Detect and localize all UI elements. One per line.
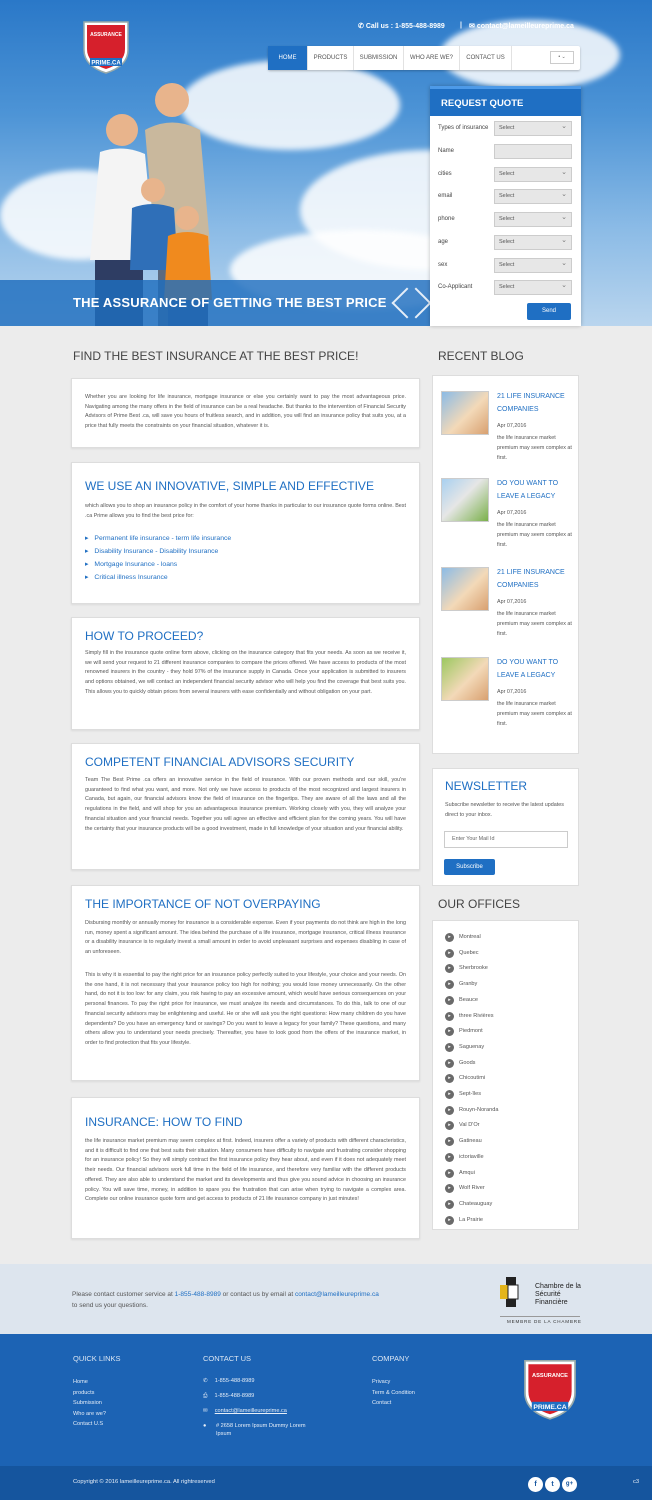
- blog-post[interactable]: [441, 567, 576, 647]
- phone-icon: ✆: [358, 23, 364, 30]
- nav-home[interactable]: HOME: [268, 46, 308, 70]
- quick-links-title: QUICK LINKS: [73, 1354, 121, 1363]
- nav-contact-us[interactable]: CONTACT US: [460, 46, 512, 70]
- how-to-find-text: the life insurance market premium may seem complex at first. Indeed, insurers offer a variety of products with different characteristics, and it is difficult to find one that best suits their situation. Many consumers have difficulty to navigate and frustrating consider shopping for an insurance policy! So they will simply contract the first insurance policy they hear about, and even if it does not adequately meet their needs. Our financial advisors work full time in the field of life insurance, and therefore very familiar with the different products offered. They are also able to understand the market and its developments and thus give you sound advice in choosing an insurance policy. You will save time, money, in addition to spare you the frustration that can arise when trying to navigate a complex area. Complete our online insurance quote form and get access to products of 21 life insurance company in just minutes!: [85, 1138, 406, 1203]
- blog-post-excerpt: the life insurance market premium may seem complex at first.: [497, 435, 572, 461]
- footer-link-terms[interactable]: Term & Condition: [372, 1389, 415, 1396]
- nav-who-are-we[interactable]: WHO ARE WE?: [404, 46, 460, 70]
- list-item[interactable]: ▸ Disability Insurance - Disability Insurance: [85, 545, 231, 558]
- office-item[interactable]: ▸ Val D'Or: [445, 1121, 480, 1130]
- nav-submission[interactable]: SUBMISSION: [354, 46, 404, 70]
- company-title: COMPANY: [372, 1354, 410, 1363]
- hero-title: THE ASSURANCE OF GETTING THE BEST PRICE: [73, 295, 387, 310]
- name-input[interactable]: [494, 144, 572, 159]
- phone-select[interactable]: Select ⌄: [494, 212, 572, 227]
- language-select[interactable]: • ⌄: [550, 51, 574, 64]
- our-offices-title: OUR OFFICES: [438, 897, 521, 911]
- sex-select[interactable]: Select ⌄: [494, 258, 572, 273]
- footer-phone-1[interactable]: ✆ 1-855-488-8989: [203, 1378, 255, 1384]
- send-button[interactable]: Send: [527, 303, 571, 320]
- intro-text: Whether you are looking for life insurance, mortgage insurance or else you certainly want to pay the most advantageous price. Navigating among the many offers in the field of insurance can be a real headache. But thanks to the intervention of Financial Security Advisors of Prime Best .ca, will save you hours of fruitless search, and in addition, you will find an insurance policy that suits you, at a price that fully meets the constraints on your financial situation, whatever it is.: [85, 394, 406, 430]
- blog-thumbnail[interactable]: [441, 567, 489, 611]
- advisors-text: Team The Best Prime .ca offers an innovative service in the field of insurance. With our proven methods and our skill, you're guaranteed to find what you want, and more. Not only we have access to products of the most recognized and largest insurers in Canada, but again, our financial advisors know the field of insurance on the fingertips. They are aware of all the laws and all the regulations in the field, and will shop for you an advantageous insurance premium. Working closely with you, they will analyze your financial situation and your financial needs. Together you will agree an effective and efficient plan for the coming years. You will have the certainty that your insurance products will be a good investment, made in full knowledge of your situation and your financial ability.: [85, 777, 406, 832]
- overpaying-card: [71, 885, 420, 1081]
- footer-address: ● # 2658 Lorem Ipsum Dummy Lorem Ipsum: [203, 1423, 306, 1437]
- location-icon: ●: [203, 1423, 207, 1429]
- blog-post[interactable]: [441, 657, 576, 737]
- quote-title: REQUEST QUOTE: [430, 86, 581, 116]
- svg-text:PRIME.CA: PRIME.CA: [533, 1404, 567, 1412]
- quote-row-coapplicant: Co-Applicant Select ⌄: [438, 280, 574, 296]
- footer-link-privacy[interactable]: Privacy: [372, 1379, 391, 1385]
- office-item[interactable]: ▸ Saguenay: [445, 1043, 484, 1052]
- google-plus-icon[interactable]: g+: [562, 1477, 577, 1492]
- footer-link-home[interactable]: Home: [73, 1379, 88, 1385]
- header-email[interactable]: ✉ contact@lameilleureprime.ca: [469, 23, 574, 30]
- office-item[interactable]: ▸ Gatineau: [445, 1137, 482, 1146]
- quote-row-cities: cities Select ⌄: [438, 167, 574, 183]
- footer-phone-2[interactable]: ⎙ 1-855-488-8989: [203, 1393, 255, 1399]
- office-item[interactable]: ▸ Wolf River: [445, 1184, 485, 1193]
- footer-link-contact[interactable]: Contact U.S: [73, 1421, 104, 1427]
- main-title: FIND THE BEST INSURANCE AT THE BEST PRICE!: [73, 349, 359, 363]
- overpaying-title: THE IMPORTANCE OF NOT OVERPAYING: [85, 897, 321, 911]
- office-item[interactable]: ▸ Sherbrooke: [445, 964, 488, 973]
- copyright-text: Copyright © 2016 lameilleureprime.ca. All rightreserved: [73, 1479, 215, 1485]
- footer-link-company-contact[interactable]: Contact: [372, 1400, 392, 1406]
- blog-post-excerpt: the life insurance market premium may seem complex at first.: [497, 701, 572, 727]
- proceed-card: [71, 617, 420, 730]
- overpaying-text-1: Disbursing monthly or annually money for insurance is a considerable expense. Even if your payments do not think are high in the long run, money spent a significant amount. The idea behind the purchase of a life insurance, mortgage insurance, critical illness insurance or a disability insurance is to regularly invest a small amount in order to avoid unpleasant surprises and expenses disabling in case of an unforeseen.: [85, 920, 406, 956]
- contact-bar-text: Please contact customer service at 1-855-488-8989 or contact us by email at contact@lameilleureprime.ca to send us your questions.: [72, 1291, 379, 1309]
- quote-row-name: Name: [438, 144, 574, 160]
- credit-text: c3: [633, 1479, 640, 1485]
- newsletter-email-input[interactable]: Enter Your Mail Id: [444, 831, 568, 848]
- svg-text:ASSURANCE: ASSURANCE: [90, 32, 122, 38]
- list-item[interactable]: ▸ Permanent life insurance - term life insurance: [85, 532, 231, 545]
- twitter-icon[interactable]: t: [545, 1477, 560, 1492]
- innovative-title: WE USE AN INNOVATIVE, SIMPLE AND EFFECTIVE: [85, 479, 374, 493]
- advisors-title: COMPETENT FINANCIAL ADVISORS SECURITY: [85, 755, 355, 769]
- how-to-find-title: INSURANCE: HOW TO FIND: [85, 1115, 243, 1129]
- svg-text:ASSURANCE: ASSURANCE: [532, 1372, 568, 1379]
- hero-title-bar: [0, 280, 430, 326]
- list-item[interactable]: ▸ Mortgage Insurance - loans: [85, 558, 231, 571]
- innovative-text: which allows you to shop an insurance policy in the comfort of your home thanks in particular to our insurance quote forms online. Best .ca Prime allows you to find the best price for:: [85, 503, 406, 519]
- quote-row-sex: sex Select ⌄: [438, 258, 574, 274]
- quote-row-email: email Select ⌄: [438, 189, 574, 205]
- office-item[interactable]: ▸ three Rivières: [445, 1012, 494, 1021]
- office-item[interactable]: ▸ Chicoutimi: [445, 1074, 485, 1083]
- blog-thumbnail[interactable]: [441, 391, 489, 435]
- office-item[interactable]: ▸ Quebec: [445, 949, 479, 958]
- office-item[interactable]: ▸ Montreal: [445, 933, 481, 942]
- header-phone[interactable]: ✆ Call us : 1-855-488-8989: [358, 23, 445, 30]
- intro-card: [71, 378, 420, 448]
- blog-post-title[interactable]: 21 LIFE INSURANCE COMPANIES: [497, 393, 565, 413]
- chamber-name: Chambre de la Sécurité Financière: [535, 1283, 581, 1306]
- contact-us-title: CONTACT US: [203, 1354, 252, 1363]
- insurance-type-select[interactable]: Select ⌄: [494, 121, 572, 136]
- footer-link-products[interactable]: products: [73, 1389, 95, 1396]
- co-applicant-select[interactable]: Select ⌄: [494, 280, 572, 295]
- contact-bar: [0, 1264, 652, 1334]
- brand-logo[interactable]: [78, 16, 134, 74]
- recent-blog-title: RECENT BLOG: [438, 349, 524, 363]
- office-item[interactable]: ▸ Beauce: [445, 996, 478, 1005]
- footer-logo[interactable]: [518, 1354, 582, 1420]
- blog-post-title[interactable]: DO YOU WANT TO LEAVE A LEGACY: [497, 659, 559, 679]
- insurance-list: [85, 532, 231, 584]
- contact-email-link[interactable]: contact@lameilleureprime.ca: [294, 1291, 379, 1298]
- chamber-divider: [500, 1316, 580, 1317]
- innovative-card: [71, 462, 420, 604]
- main-nav: [268, 46, 580, 70]
- office-item[interactable]: ▸ Piedmont: [445, 1027, 483, 1036]
- newsletter-title: NEWSLETTER: [445, 779, 528, 793]
- footer: [0, 1334, 652, 1466]
- footer-link-submission[interactable]: Submission: [73, 1400, 102, 1406]
- blog-post-excerpt: the life insurance market premium may seem complex at first.: [497, 522, 572, 548]
- office-item[interactable]: ▸ ictoriaville: [445, 1153, 484, 1162]
- request-quote-form: [430, 86, 581, 326]
- cities-select[interactable]: Select ⌄: [494, 167, 572, 182]
- office-item[interactable]: ▸ Amqui: [445, 1169, 475, 1178]
- contact-phone-link[interactable]: 1-855-488-8989: [174, 1291, 221, 1298]
- footer-email[interactable]: ✉ contact@lameilleureprime.ca: [203, 1408, 287, 1414]
- phone-icon: ✆: [203, 1378, 208, 1384]
- svg-text:PRIME.CA: PRIME.CA: [91, 60, 121, 67]
- age-select[interactable]: Select ⌄: [494, 235, 572, 250]
- blog-post-excerpt: the life insurance market premium may seem complex at first.: [497, 611, 572, 637]
- blog-post-date: Apr 07,2016: [497, 510, 527, 516]
- subscribe-button[interactable]: Subscribe: [444, 859, 495, 875]
- how-to-find-card: [71, 1097, 420, 1239]
- footer-link-who-are-we[interactable]: Who are we?: [73, 1410, 106, 1417]
- chamber-logo-icon: [500, 1277, 524, 1307]
- list-item[interactable]: ▸ Critical illness Insurance: [85, 571, 231, 584]
- recent-blog-panel: [432, 375, 579, 754]
- proceed-text: Simply fill in the insurance quote online form above, clicking on the insurance category that fits your needs. As soon as we receive it, we will send your request to 21 different insurance companies to compare the prices offered. We have access to products of the most renowned insurers in the country - they hold 97% of the insurance supply in Canada. Once your application is submitted to insurers and options obtained, we will contact an independent financial security advisor who will help you find the coverage that best suits you. This allows you to quickly obtain prices from several insurers with ease confidentially and without obligation on your part.: [85, 650, 406, 695]
- email-select[interactable]: Select ⌄: [494, 189, 572, 204]
- blog-post[interactable]: [441, 391, 576, 471]
- overpaying-text-2: This is why it is essential to pay the right price for an insurance policy perfectly suited to your lifestyle, your choice and your needs. On the one hand, it is not necessary that your insurance policy too high for nothing; you would lose money unnecessarily. On the other hand, do not it is too low: for any claim, you risk having to pay an excessive amount, which would have serious consequences on your personal finances. To pay the right price for insurance, we must analyze its needs and circumstances. To do this, talk to one of our financial security advisors may be enlightening and useful. He or she will ask you the right questions: How many children do you have dependents? Do you have an emergency fund or savings? Do you want to leave a legacy for your family? These questions, and many others allow you to understand your needs precisely. Thereafter, you have to look good from the offers of the insurance market, in order to find protection that fits your lifestyle.: [85, 972, 406, 1046]
- facebook-icon[interactable]: f: [528, 1477, 543, 1492]
- office-item[interactable]: ▸ Sept-îles: [445, 1090, 481, 1099]
- fax-icon: ⎙: [203, 1393, 208, 1399]
- mail-icon: ✉: [469, 23, 475, 30]
- blog-post-date: Apr 07,2016: [497, 423, 527, 429]
- quote-row-type: Types of insurance Select ⌄: [438, 121, 574, 137]
- office-item[interactable]: ▸ Granby: [445, 980, 477, 989]
- blog-post-date: Apr 07,2016: [497, 689, 527, 695]
- chamber-member: MEMBRE DE LA CHAMBRE: [507, 1319, 582, 1324]
- blog-thumbnail[interactable]: [441, 657, 489, 701]
- blog-post-title[interactable]: DO YOU WANT TO LEAVE A LEGACY: [497, 480, 559, 500]
- newsletter-panel: [432, 768, 579, 886]
- newsletter-text: Subscribe newsletter to receive the latest updates direct to your inbox.: [445, 802, 564, 818]
- office-item[interactable]: ▸ Rouyn-Noranda: [445, 1106, 499, 1115]
- office-item[interactable]: ▸ Chateauguay: [445, 1200, 492, 1209]
- header-divider: |: [460, 22, 462, 29]
- office-item[interactable]: ▸ La Prairie: [445, 1216, 483, 1225]
- quote-row-phone: phone Select ⌄: [438, 212, 574, 228]
- blog-post-title[interactable]: 21 LIFE INSURANCE COMPANIES: [497, 569, 565, 589]
- nav-products[interactable]: PRODUCTS: [308, 46, 354, 70]
- blog-thumbnail[interactable]: [441, 478, 489, 522]
- mail-icon: ✉: [203, 1408, 208, 1414]
- offices-panel: [432, 920, 579, 1230]
- office-item[interactable]: ▸ Goods: [445, 1059, 475, 1068]
- blog-post-date: Apr 07,2016: [497, 599, 527, 605]
- blog-post[interactable]: [441, 478, 576, 558]
- proceed-title: HOW TO PROCEED?: [85, 629, 204, 643]
- quote-row-age: age Select ⌄: [438, 235, 574, 251]
- advisors-card: [71, 743, 420, 870]
